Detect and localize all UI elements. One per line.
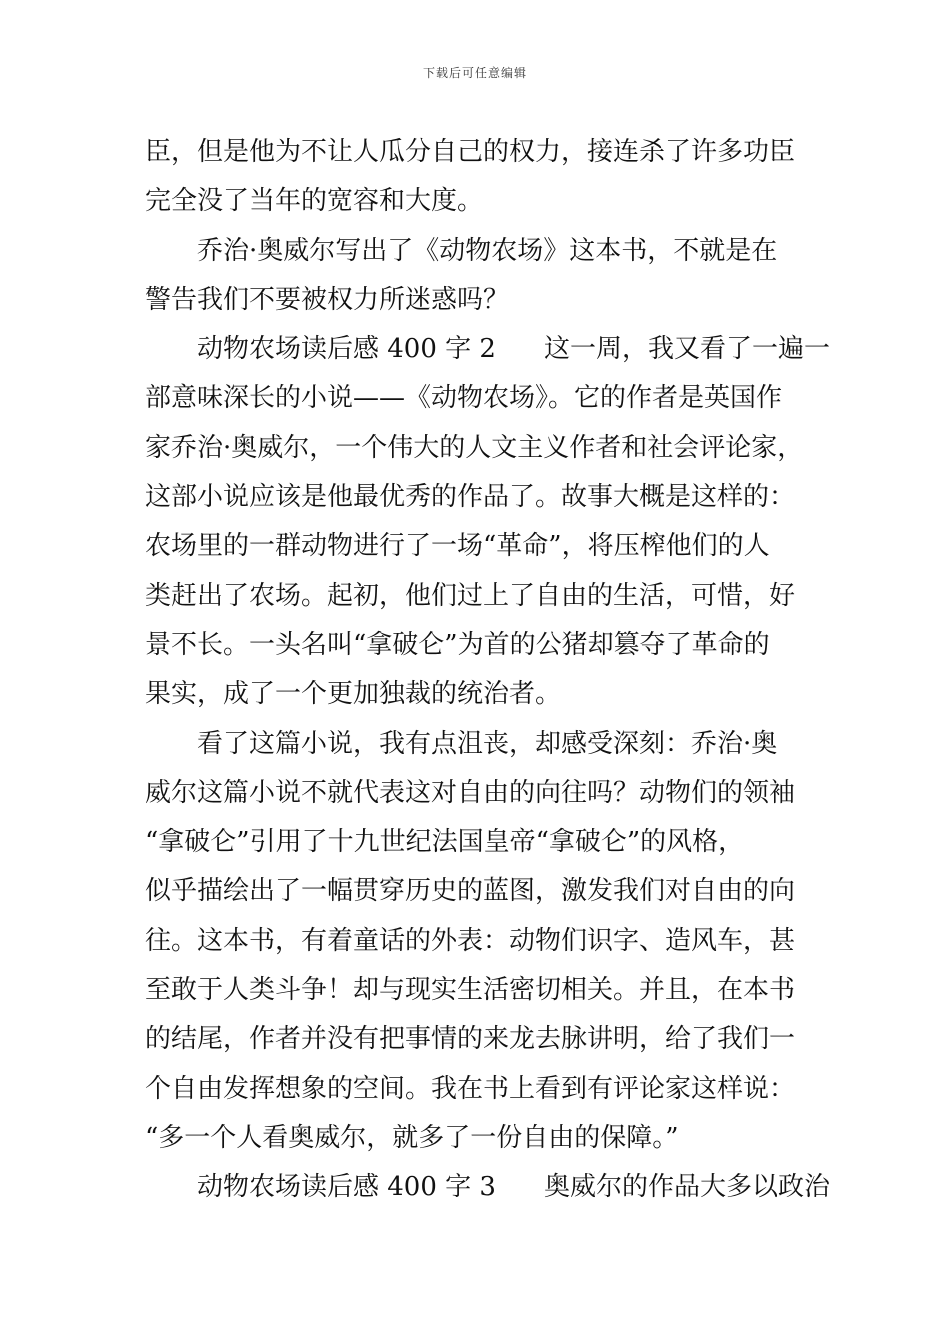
text-line: 至敢于人类斗争！却与现实生活密切相关。并且，在本书: [145, 975, 796, 1006]
text-line: 似乎描绘出了一幅贯穿历史的蓝图，激发我们对自由的向: [145, 876, 796, 907]
text-line: 个自由发挥想象的空间。我在书上看到有评论家这样说：: [145, 1073, 796, 1104]
text-line: 部意味深长的小说——《动物农场》。它的作者是英国作: [145, 383, 783, 414]
section-heading: 动物农场读后感 400 字 3: [197, 1172, 496, 1203]
text-line: “多一个人看奥威尔，就多了一份自由的保障。”: [145, 1122, 679, 1153]
document-body: [145, 128, 830, 1213]
section-heading-line: [145, 1163, 830, 1212]
text-line: 威尔这篇小说不就代表这对自由的向往吗？动物们的领袖: [145, 777, 796, 808]
text-line: 类赶出了农场。起初，他们过上了自由的生活，可惜，好: [145, 580, 796, 611]
section-heading-line: [145, 325, 830, 374]
page-header: 下载后可任意编辑: [422, 66, 527, 80]
text-line: 景不长。一头名叫“拿破仑”为首的公猪却篡夺了革命的: [145, 629, 770, 660]
section-heading: 动物农场读后感 400 字 2: [197, 334, 496, 365]
text-line: “拿破仑”引用了十九世纪法国皇帝“拿破仑”的风格，: [145, 827, 745, 858]
text-line: 这一周，我又看了一遍一: [543, 334, 830, 365]
text-line: 奥威尔的作品大多以政治: [543, 1172, 830, 1203]
text-line: 果实，成了一个更加独裁的统治者。: [145, 679, 562, 710]
text-line: 往。这本书，有着童话的外表：动物们识字、造风车，甚: [145, 925, 796, 956]
text-line: 完全没了当年的宽容和大度。: [145, 186, 484, 217]
text-line: 看了这篇小说，我有点沮丧，却感受深刻：乔治·奥: [197, 728, 778, 759]
text-line: 臣，但是他为不让人瓜分自己的权力，接连杀了许多功臣: [145, 137, 796, 167]
text-line: 农场里的一群动物进行了一场“革命”，将压榨他们的人: [145, 531, 770, 562]
text-line: 这部小说应该是他最优秀的作品了。故事大概是这样的：: [145, 482, 796, 513]
text-line: 乔治·奥威尔写出了《动物农场》这本书，不就是在: [197, 235, 778, 266]
text-line: 警告我们不要被权力所迷惑吗？: [145, 284, 510, 315]
text-line: 家乔治·奥威尔，一个伟大的人文主义作者和社会评论家，: [145, 432, 804, 463]
text-line: 的结尾，作者并没有把事情的来龙去脉讲明，给了我们一: [145, 1024, 796, 1055]
